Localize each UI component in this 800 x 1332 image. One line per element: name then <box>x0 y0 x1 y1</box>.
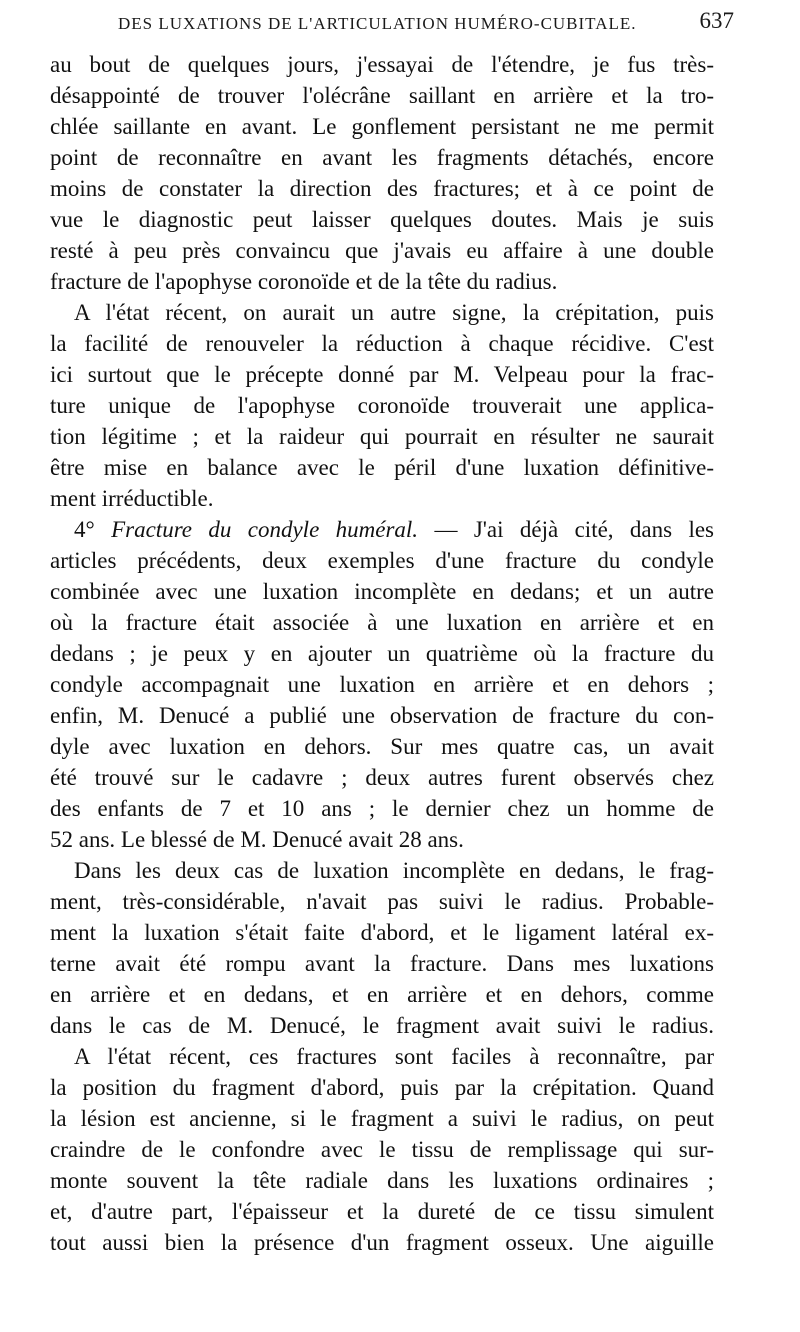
text-line: au bout de quelques jours, j'essayai de l'étendre, je fus très- <box>50 52 714 77</box>
text-line: enfin, M. Denucé a publié une observation de fracture du con- <box>50 703 714 728</box>
text-line: A l'état récent, on aurait un autre signe, la crépitation, puis <box>74 300 714 325</box>
text-line: la lésion est ancienne, si le fragment a suivi le radius, on peut <box>50 1106 714 1131</box>
text-line: ment irréductible. <box>50 486 214 511</box>
text-line: Dans les deux cas de luxation incomplète en dedans, le frag- <box>74 858 714 883</box>
text-line: A l'état récent, ces fractures sont faciles à reconnaître, par <box>74 1044 714 1069</box>
text-line: dedans ; je peux y en ajouter un quatrième où la fracture du <box>50 641 714 666</box>
running-head-title: DES LUXATIONS DE L'ARTICULATION HUMÉRO-CUBITALE. <box>118 14 637 33</box>
text-line: moins de constater la direction des fractures; et à ce point de <box>50 176 714 201</box>
text-line: ment, très-considérable, n'avait pas suivi le radius. Probable- <box>50 889 714 914</box>
text-line: des enfants de 7 et 10 ans ; le dernier chez un homme de <box>50 796 714 821</box>
text-line: dans le cas de M. Denucé, le fragment avait suivi le radius. <box>50 1013 714 1038</box>
text-line: en arrière et en dedans, et en arrière et en dehors, comme <box>50 982 714 1007</box>
text-line: où la fracture était associée à une luxation en arrière et en <box>50 610 714 635</box>
text-line: dyle avec luxation en dehors. Sur mes quatre cas, un avait <box>50 734 714 759</box>
text-line: et, d'autre part, l'épaisseur et la dureté de ce tissu simulent <box>50 1199 714 1224</box>
text-line: la facilité de renouveler la réduction à chaque récidive. C'est <box>50 331 714 356</box>
text-line: tout aussi bien la présence d'un fragment osseux. Une aiguille <box>50 1230 714 1255</box>
text-line: désappointé de trouver l'olécrâne saillant en arrière et la tro- <box>50 83 714 108</box>
text-line: terne avait été rompu avant la fracture. Dans mes luxations <box>50 951 714 976</box>
text-line: être mise en balance avec le péril d'une luxation définitive- <box>50 455 714 480</box>
text-line: combinée avec une luxation incomplète en dedans; et un autre <box>50 579 714 604</box>
section-heading-text: — J'ai déjà cité, dans les <box>434 517 715 542</box>
body-text <box>50 49 714 1258</box>
section-heading: Fracture du condyle huméral. <box>111 517 419 542</box>
text-line: craindre de le confondre avec le tissu de remplissage qui sur- <box>50 1137 714 1162</box>
page-number: 637 <box>699 8 734 33</box>
text-line: point de reconnaître en avant les fragments détachés, encore <box>50 145 714 170</box>
text-line: fracture de l'apophyse coronoïde et de la tête du radius. <box>50 269 558 294</box>
text-line: articles précédents, deux exemples d'une fracture du condyle <box>50 548 714 573</box>
text-line: condyle accompagnait une luxation en arrière et en dehors ; <box>50 672 714 697</box>
section-heading-line <box>50 514 714 545</box>
section-number: 4° <box>74 517 95 542</box>
text-line: ture unique de l'apophyse coronoïde trouverait une applica- <box>50 393 714 418</box>
text-line: monte souvent la tête radiale dans les luxations ordinaires ; <box>50 1168 714 1193</box>
text-line: ici surtout que le précepte donné par M. Velpeau pour la frac- <box>50 362 714 387</box>
text-line: tion légitime ; et la raideur qui pourrait en résulter ne saurait <box>50 424 714 449</box>
text-line: vue le diagnostic peut laisser quelques doutes. Mais je suis <box>50 207 714 232</box>
text-line: été trouvé sur le cadavre ; deux autres furent observés chez <box>50 765 714 790</box>
text-line: 52 ans. Le blessé de M. Denucé avait 28 ans. <box>50 827 464 852</box>
text-line: ment la luxation s'était faite d'abord, et le ligament latéral ex- <box>50 920 714 945</box>
text-line: la position du fragment d'abord, puis par la crépitation. Quand <box>50 1075 714 1100</box>
text-line: chlée saillante en avant. Le gonflement persistant ne me permit <box>50 114 714 139</box>
running-head <box>60 8 734 34</box>
text-line: resté à peu près convaincu que j'avais eu affaire à une double <box>50 238 714 263</box>
